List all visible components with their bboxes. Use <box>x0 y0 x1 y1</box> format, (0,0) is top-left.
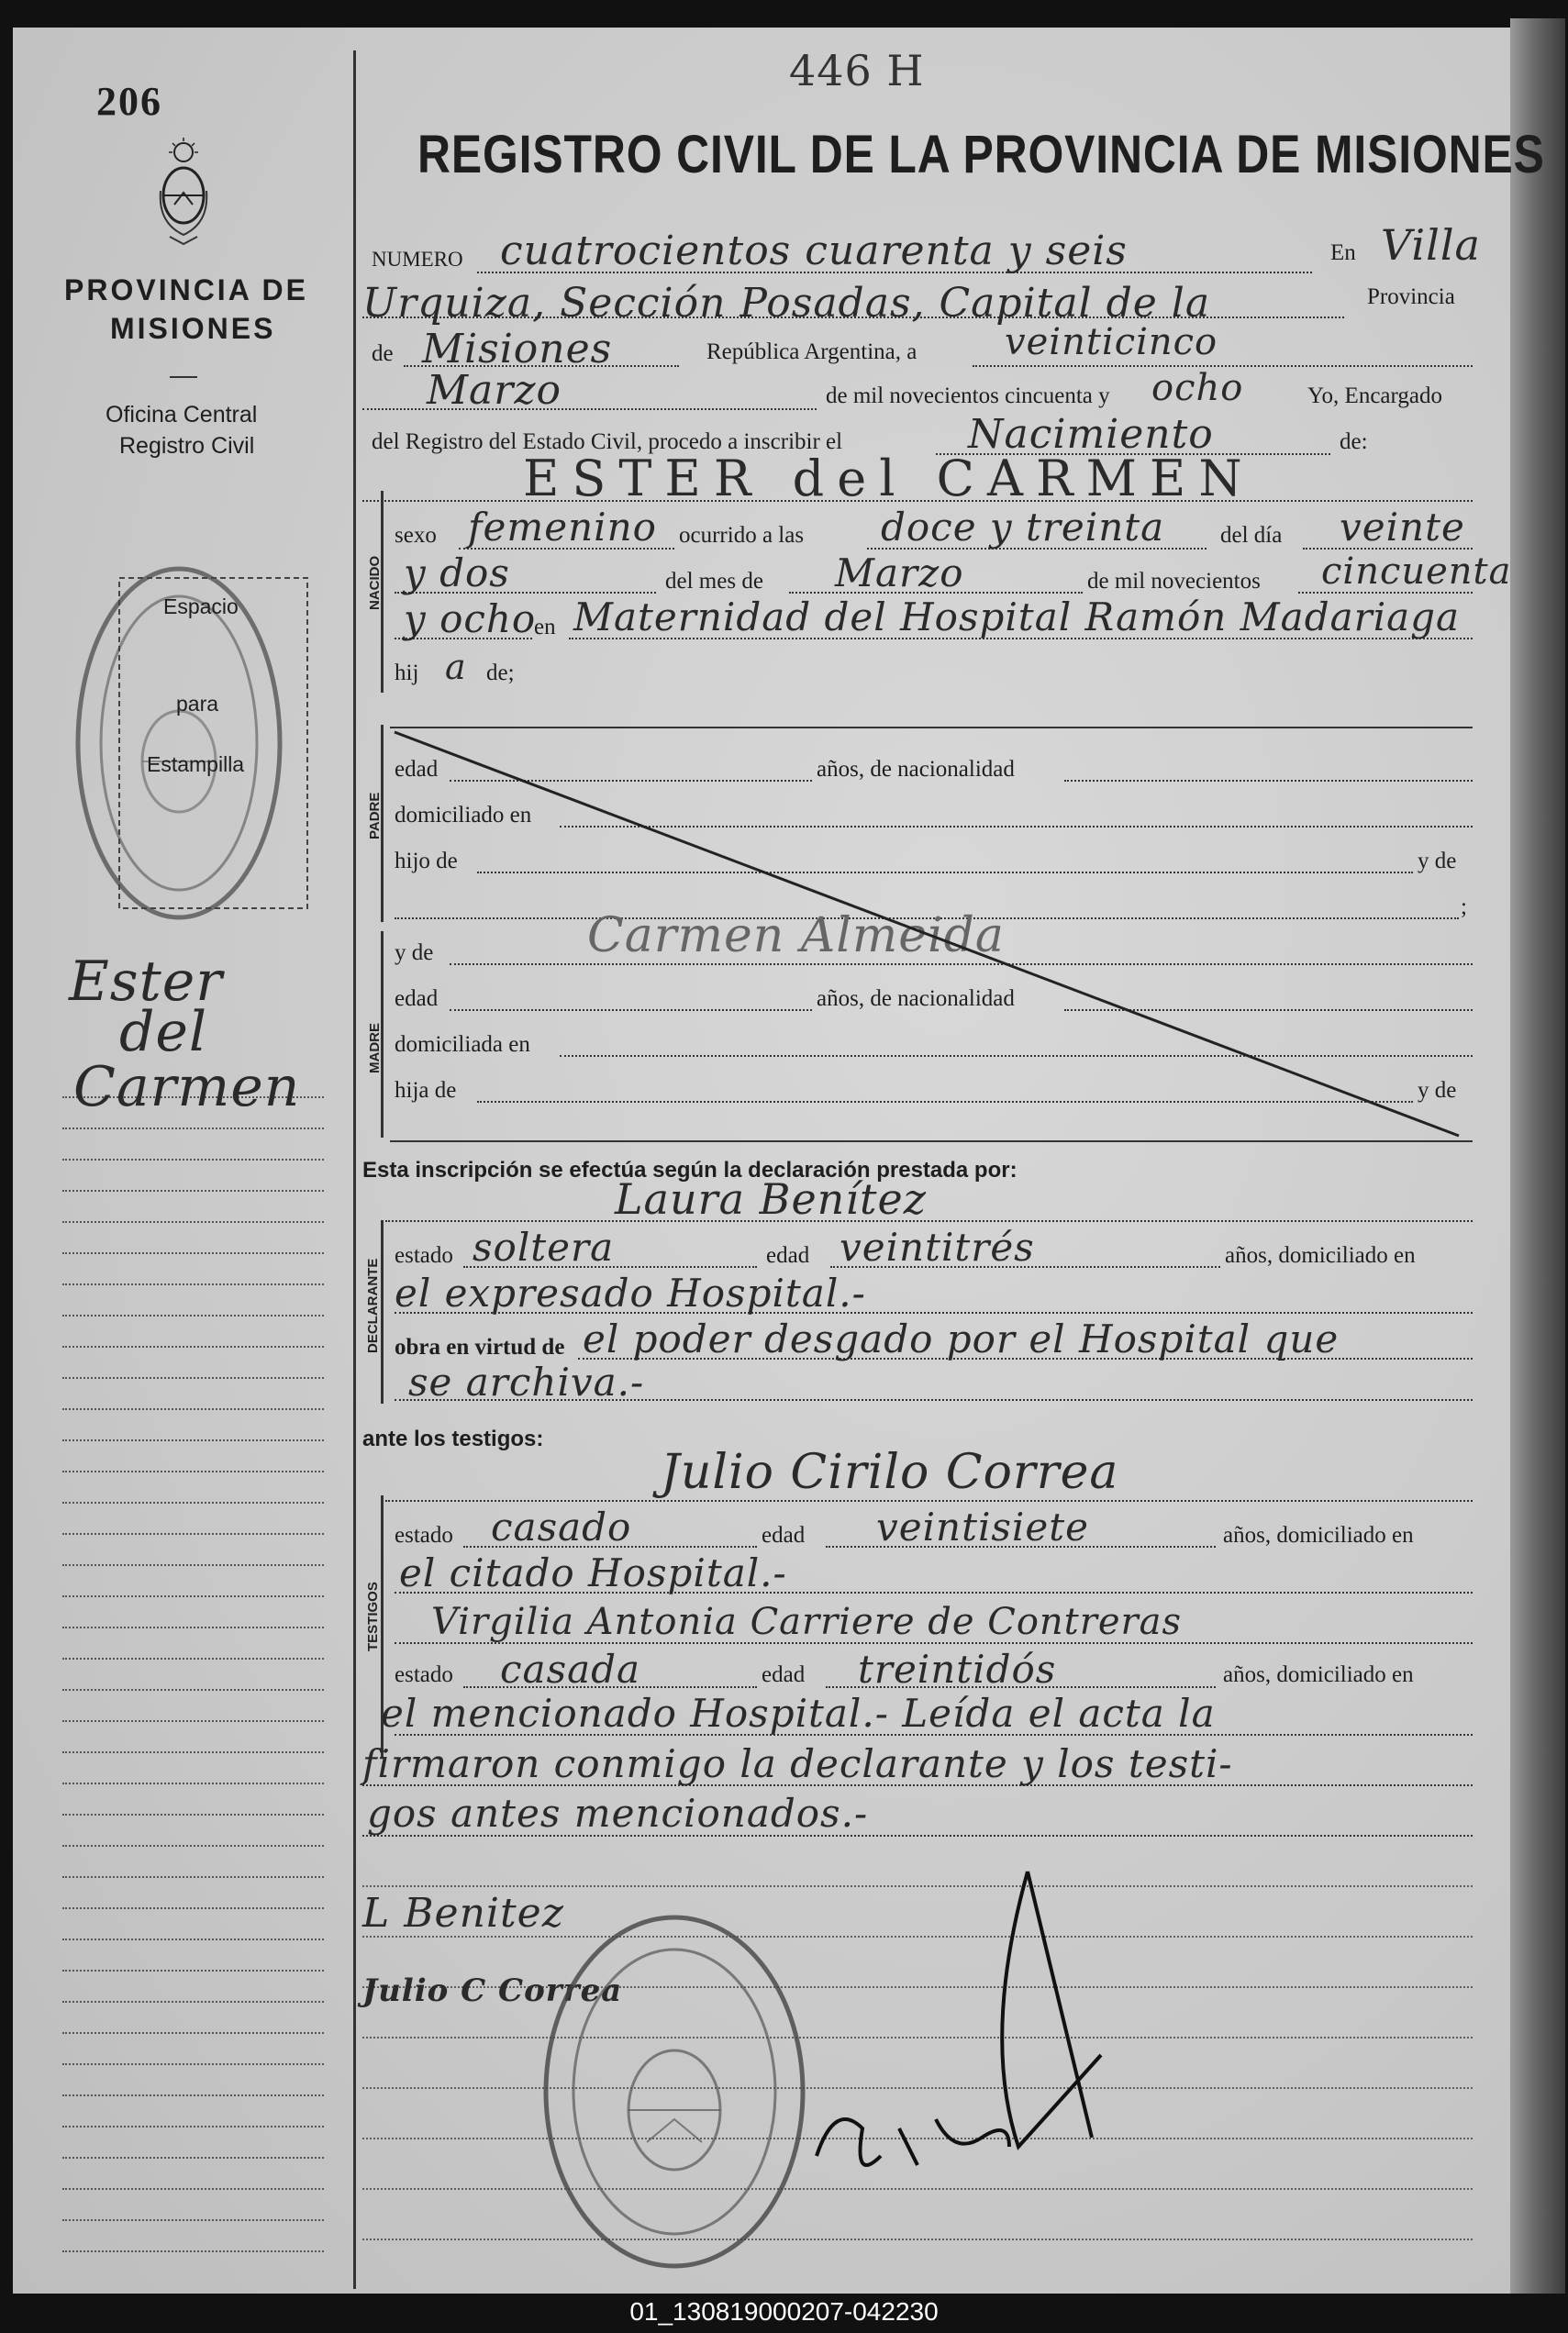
republica-label: República Argentina, a <box>706 339 917 364</box>
padre-domicilio-label: domiciliado en <box>395 803 532 828</box>
mes-label: del mes de <box>665 569 763 594</box>
madre-anios-label: años, de nacionalidad <box>817 986 1015 1011</box>
testigo2-name: Virgilia Antonia Carriere de Contreras <box>431 1601 1183 1643</box>
de-label: de <box>372 341 394 366</box>
closing-line2: gos antes mencionados.- <box>367 1791 869 1836</box>
coat-of-arms-icon <box>156 136 211 250</box>
footer-image-id: 01_130819000207-042230 <box>629 2297 939 2326</box>
testigo1-domicilio-label: años, domiciliado en <box>1223 1523 1414 1548</box>
lugar-value: Maternidad del Hospital Ramón Madariaga <box>573 594 1461 639</box>
nacido-side-label: NACIDO <box>367 555 383 610</box>
declarante-estado-label: estado <box>395 1243 453 1268</box>
testigo2-estado-value: casada <box>500 1647 641 1692</box>
margin-ruled-line <box>62 2250 324 2252</box>
de2-label: de: <box>1340 429 1368 454</box>
margin-ruled-line <box>62 1783 324 1784</box>
declarante-intro: Esta inscripción se efectúa según la declaración prestada por: <box>362 1158 1018 1183</box>
margin-ruled-line <box>62 1377 324 1379</box>
margin-note-line3: Carmen <box>73 1055 301 1119</box>
margin-ruled-line <box>62 1315 324 1316</box>
obra-value: el poder desgado por el Hospital que <box>583 1316 1340 1361</box>
dia-label: del día <box>1220 523 1283 548</box>
testigo1-domicilio-value: el citado Hospital.- <box>399 1550 787 1595</box>
margin-ruled-line <box>62 1627 324 1628</box>
folio-number: 206 <box>96 79 162 124</box>
margin-ruled-line <box>62 1408 324 1410</box>
day-value: veinticinco <box>1005 321 1218 363</box>
madre-hija-label: hija de <box>395 1078 457 1103</box>
testigo2-edad-label: edad <box>762 1662 806 1687</box>
madre-y-de-label: y de <box>395 940 434 965</box>
book-binding <box>1510 18 1565 2303</box>
anio-value: cincuenta <box>1321 550 1512 593</box>
declarante-estado-value: soltera <box>473 1225 615 1270</box>
ocurrido-label: ocurrido a las <box>679 523 805 548</box>
obra-label: obra en virtud de <box>395 1335 565 1360</box>
padre-side-label: PADRE <box>367 792 383 839</box>
sexo-value: femenino <box>468 505 657 550</box>
year-label: de mil novecientos cincuenta y <box>826 383 1110 408</box>
child-name: ESTER del CARMEN <box>523 450 1255 507</box>
margin-rule <box>353 50 356 2289</box>
margin-ruled-line <box>62 1595 324 1597</box>
margin-ruled-line <box>62 1128 324 1129</box>
act-value: Nacimiento <box>968 411 1214 458</box>
hijo-value: a <box>445 647 467 687</box>
margin-ruled-line <box>62 1939 324 1940</box>
en-label: En <box>1330 240 1356 265</box>
testigo1-estado-value: casado <box>491 1505 632 1550</box>
mes-value: Marzo <box>835 550 964 595</box>
margin-ruled-line <box>62 1439 324 1441</box>
margin-ruled-line <box>62 2126 324 2127</box>
margin-ruled-line <box>62 1221 324 1223</box>
padre-edad-label: edad <box>395 757 439 782</box>
dia-value-cont: y dos <box>404 550 510 595</box>
margin-ruled-line <box>62 1845 324 1847</box>
stamp-box-label-para: para <box>176 692 219 716</box>
document-title: REGISTRO CIVIL DE LA PROVINCIA DE MISIONES <box>417 125 1545 184</box>
obra-value-cont: se archiva.- <box>408 1360 645 1405</box>
margin-ruled-line <box>62 1159 324 1161</box>
padre-y-de: y de <box>1418 849 1457 873</box>
madre-side-label: MADRE <box>367 1023 383 1073</box>
heading-divider <box>170 376 197 378</box>
handwritten-act-number: 446 H <box>789 46 925 95</box>
margin-ruled-line <box>62 1876 324 1878</box>
hora-value: doce y treinta <box>881 505 1165 550</box>
margin-ruled-line <box>62 2219 324 2221</box>
madre-edad-label: edad <box>395 986 439 1011</box>
margin-ruled-line <box>62 1346 324 1348</box>
stamp-box-label-estampilla: Estampilla <box>147 752 245 776</box>
margin-ruled-line <box>62 2094 324 2096</box>
margin-ruled-line <box>62 2188 324 2190</box>
testigo1-edad-label: edad <box>762 1523 806 1548</box>
padre-semicolon: ; <box>1461 894 1467 919</box>
padre-anios-label: años, de nacionalidad <box>817 757 1015 782</box>
margin-ruled-line <box>62 2157 324 2159</box>
margin-note-line2: del <box>119 1000 208 1064</box>
province-heading-line1: PROVINCIA DE <box>64 273 308 306</box>
margin-ruled-line <box>62 1471 324 1472</box>
madre-y-de: y de <box>1418 1078 1457 1103</box>
testigo2-domicilio-value: el mencionado Hospital.- Leída el acta la <box>381 1691 1216 1736</box>
year-value: ocho <box>1151 367 1244 409</box>
margin-ruled-line <box>62 2001 324 2003</box>
declarante-signature: L Benitez <box>362 1890 564 1937</box>
margin-ruled-line <box>62 2063 324 2065</box>
office-line1: Oficina Central <box>106 402 258 428</box>
en-lugar-label: en <box>534 615 556 639</box>
hijo-label: hij <box>395 661 419 685</box>
testigo-signature: Julio C Correa <box>362 1972 623 2009</box>
margin-ruled-line <box>62 2032 324 2034</box>
sexo-label: sexo <box>395 523 437 548</box>
testigos-intro: ante los testigos: <box>362 1427 544 1451</box>
testigo1-name: Julio Cirilo Correa <box>661 1445 1119 1500</box>
margin-ruled-line <box>62 1252 324 1254</box>
margin-ruled-line <box>62 1907 324 1909</box>
closing-line1: firmaron conmigo la declarante y los testi- <box>362 1741 1233 1786</box>
dia-value: veinte <box>1340 505 1465 550</box>
en-value: Villa <box>1381 220 1481 270</box>
stamp-box-label-espacio: Espacio <box>163 594 239 618</box>
province-heading-line2: MISIONES <box>110 312 276 345</box>
mil-label: de mil novecientos <box>1087 569 1261 594</box>
testigo1-edad-value: veintisiete <box>876 1505 1089 1550</box>
numero-value: cuatrocientos cuarenta y seis <box>500 228 1128 274</box>
padre-hijo-label: hijo de <box>395 849 458 873</box>
margin-ruled-line <box>62 1533 324 1535</box>
declarante-domicilio-value: el expresado Hospital.- <box>395 1271 866 1316</box>
declarante-name: Laura Benítez <box>615 1174 927 1224</box>
margin-note-line1: Ester <box>69 950 223 1014</box>
official-seal-stamp <box>528 1908 821 2275</box>
margin-ruled-line <box>62 1814 324 1816</box>
cancellation-stroke <box>390 725 1473 1142</box>
place-continuation: Urquiza, Sección Posadas, Capital de la <box>362 280 1211 327</box>
margin-ruled-line <box>62 1502 324 1504</box>
declarante-edad-label: edad <box>766 1243 810 1268</box>
officer-signature <box>798 1853 1147 2202</box>
margin-ruled-line <box>62 1720 324 1722</box>
testigo1-estado-label: estado <box>395 1523 453 1548</box>
margin-ruled-line <box>62 1689 324 1691</box>
margin-ruled-line <box>62 1970 324 1972</box>
month-value: Marzo <box>427 367 562 414</box>
declarante-edad-value: veintitrés <box>840 1225 1035 1270</box>
margin-ruled-line <box>62 1283 324 1285</box>
registro-label: del Registro del Estado Civil, procedo a inscribir el <box>372 429 843 454</box>
declarante-side-label: DECLARANTE <box>365 1258 381 1353</box>
testigo2-edad-value: treintidós <box>858 1647 1057 1692</box>
declarante-domicilio-label: años, domiciliado en <box>1225 1243 1416 1268</box>
margin-ruled-line <box>62 1751 324 1753</box>
yo-label: Yo, Encargado <box>1307 383 1442 408</box>
de-value: Misiones <box>422 326 613 372</box>
anio-value-cont: y ocho <box>404 596 537 641</box>
margin-ruled-line <box>62 1190 324 1192</box>
madre-domicilio-label: domiciliada en <box>395 1032 530 1057</box>
testigo2-estado-label: estado <box>395 1662 453 1687</box>
provincia-label: Provincia <box>1367 284 1455 309</box>
madre-name-value: Carmen Almeida <box>587 908 1005 963</box>
margin-ruled-line <box>62 1658 324 1660</box>
office-line2: Registro Civil <box>119 433 255 459</box>
margin-ruled-line <box>62 1564 324 1566</box>
numero-label: NUMERO <box>372 248 463 271</box>
testigo2-domicilio-label: años, domiciliado en <box>1223 1662 1414 1687</box>
testigos-side-label: TESTIGOS <box>365 1582 381 1651</box>
hijo-de-label: de; <box>486 661 515 685</box>
